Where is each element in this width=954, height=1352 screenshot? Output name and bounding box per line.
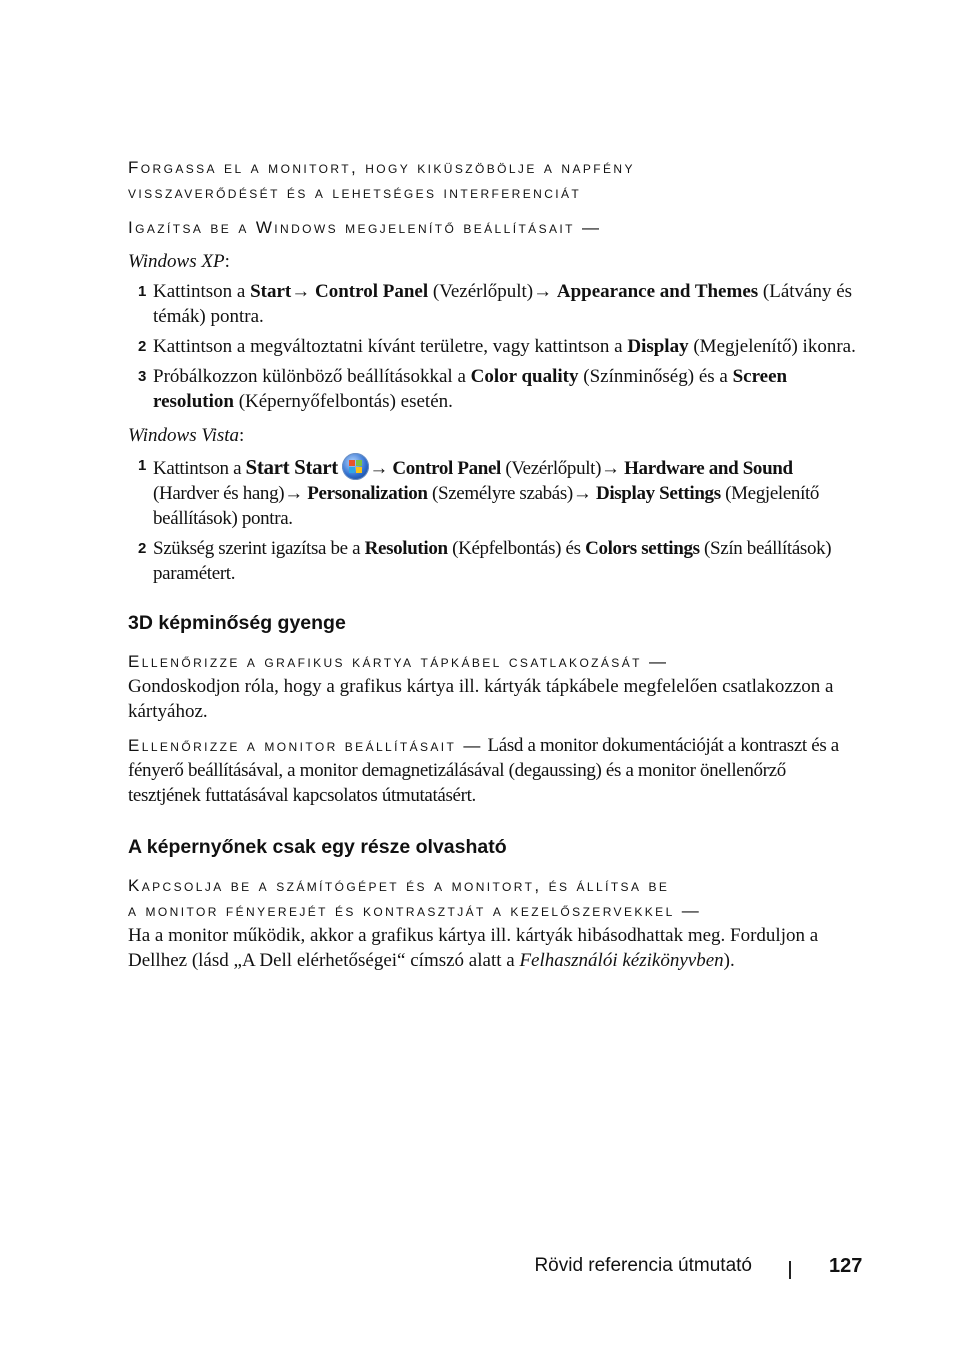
step-number: 3 [138, 368, 147, 385]
vista-step-2 [128, 536, 858, 586]
step-text: Próbálkozzon különböző beállításokkal a Color quality (Színminőség) és a Screen resolution (Képernyőfelbontás) esetén. [153, 366, 788, 412]
heading-line-1: Kapcsolja be a számítógépet és a monitort, és állítsa be [128, 876, 670, 895]
windows-xp-label: Windows XP: [128, 251, 230, 272]
heading-line-2: a monitor fényerejét és kontrasztját a kezelőszervekkel — [128, 901, 702, 920]
start-label: Start Start [245, 455, 338, 479]
step-number: 1 [138, 457, 147, 474]
control-panel-label: Control Panel [315, 281, 429, 302]
heading-check-power-cable: Ellenőrizze a grafikus kártya tápkábel csatlakozását — [128, 652, 669, 671]
heading-rotate-monitor [128, 155, 858, 205]
xp-step-1 [128, 279, 858, 329]
vista-step-1 [128, 453, 858, 531]
windows-vista-text: Windows Vista [128, 425, 240, 446]
step-number: 2 [138, 338, 147, 355]
appearance-themes-label: Appearance and Themes [556, 281, 759, 302]
text-contact-dell: Ha a monitor működik, akkor a grafikus kártya ill. kártyák hibásodhattak meg. Forduljon a Dellhez (lásd „A Dell elérhetőségei“ címszó alatt a Felhasználói kézikönyvben). [128, 925, 819, 971]
step-text: Kattintson a megváltoztatni kívánt területre, vagy kattintson a Display (Megjelenítő) ikonra. [153, 336, 856, 357]
section-title-partial-screen: A képernyőnek csak egy része olvasható [128, 836, 507, 858]
step-text: Szükség szerint igazítsa be a Resolution (Képfelbontás) és Colors settings (Szín beállítások) paramétert. [153, 538, 832, 584]
page-footer [0, 1255, 954, 1285]
heading-power-on-adjust [128, 873, 858, 923]
heading-windows-display-settings: Igazítsa be a Windows megjelenítő beállításait — [128, 218, 602, 237]
para-check-monitor-settings [128, 733, 858, 808]
step-text: Kattintson a Start Start → Control Panel (Vezérlőpult)→ Hardware and Sound (Hardver és hang)→ Personalization (Személyre szabás)→ Display Settings (Megjelenítő beállítások) pontra. [153, 455, 820, 529]
text-check-monitor-settings: Lásd a monitor dokumentációját a kontraszt és a fényerő beállításával, a monitor demagnetizálásával (degaussing) és a monitor önellenőrző tesztjének futtatásával kapcsolatos útmutatásért. [128, 735, 839, 806]
hardware-sound-label: Hardware and Sound [624, 458, 793, 479]
section-title-3d-quality: 3D képminőség gyenge [128, 612, 346, 634]
step-number: 1 [138, 283, 147, 300]
heading-line-1: Forgassa el a monitort, hogy kiküszöbölje a napfény [128, 158, 635, 177]
control-panel-label: Control Panel [392, 458, 501, 479]
text-check-power-cable: Gondoskodjon róla, hogy a grafikus kártya ill. kártyák tápkábele megfelelően csatlakozzon a kártyához. [128, 676, 834, 722]
step-text: Kattintson a Start→ Control Panel (Vezérlőpult)→ Appearance and Themes (Látvány és témák) pontra. [153, 281, 853, 327]
windows-start-icon [342, 453, 369, 480]
start-menu-label: Start [250, 281, 292, 302]
xp-step-3 [128, 364, 858, 414]
step-number: 2 [138, 540, 147, 557]
display-label: Display [627, 336, 689, 357]
heading-line-2: visszaverődését és a lehetséges interferenciát [128, 183, 582, 202]
windows-xp-text: Windows XP [128, 251, 225, 272]
windows-vista-label: Windows Vista: [128, 425, 245, 446]
xp-step-2 [128, 334, 858, 359]
colors-settings-label: Colors settings [585, 538, 700, 559]
page-number: 127 [829, 1255, 863, 1277]
heading-check-monitor-settings: Ellenőrizze a monitor beállításait — [128, 736, 483, 755]
users-guide-reference: Felhasználói kézikönyvben [519, 950, 724, 971]
resolution-label: Resolution [364, 538, 448, 559]
page-content [128, 150, 858, 973]
personalization-label: Personalization [307, 483, 428, 504]
footer-title: Rövid referencia útmutató [534, 1255, 752, 1276]
footer-separator [789, 1261, 791, 1279]
color-quality-label: Color quality [470, 366, 579, 387]
screen-resolution-label: Screen resolution [153, 366, 788, 412]
display-settings-label: Display Settings [595, 483, 721, 504]
